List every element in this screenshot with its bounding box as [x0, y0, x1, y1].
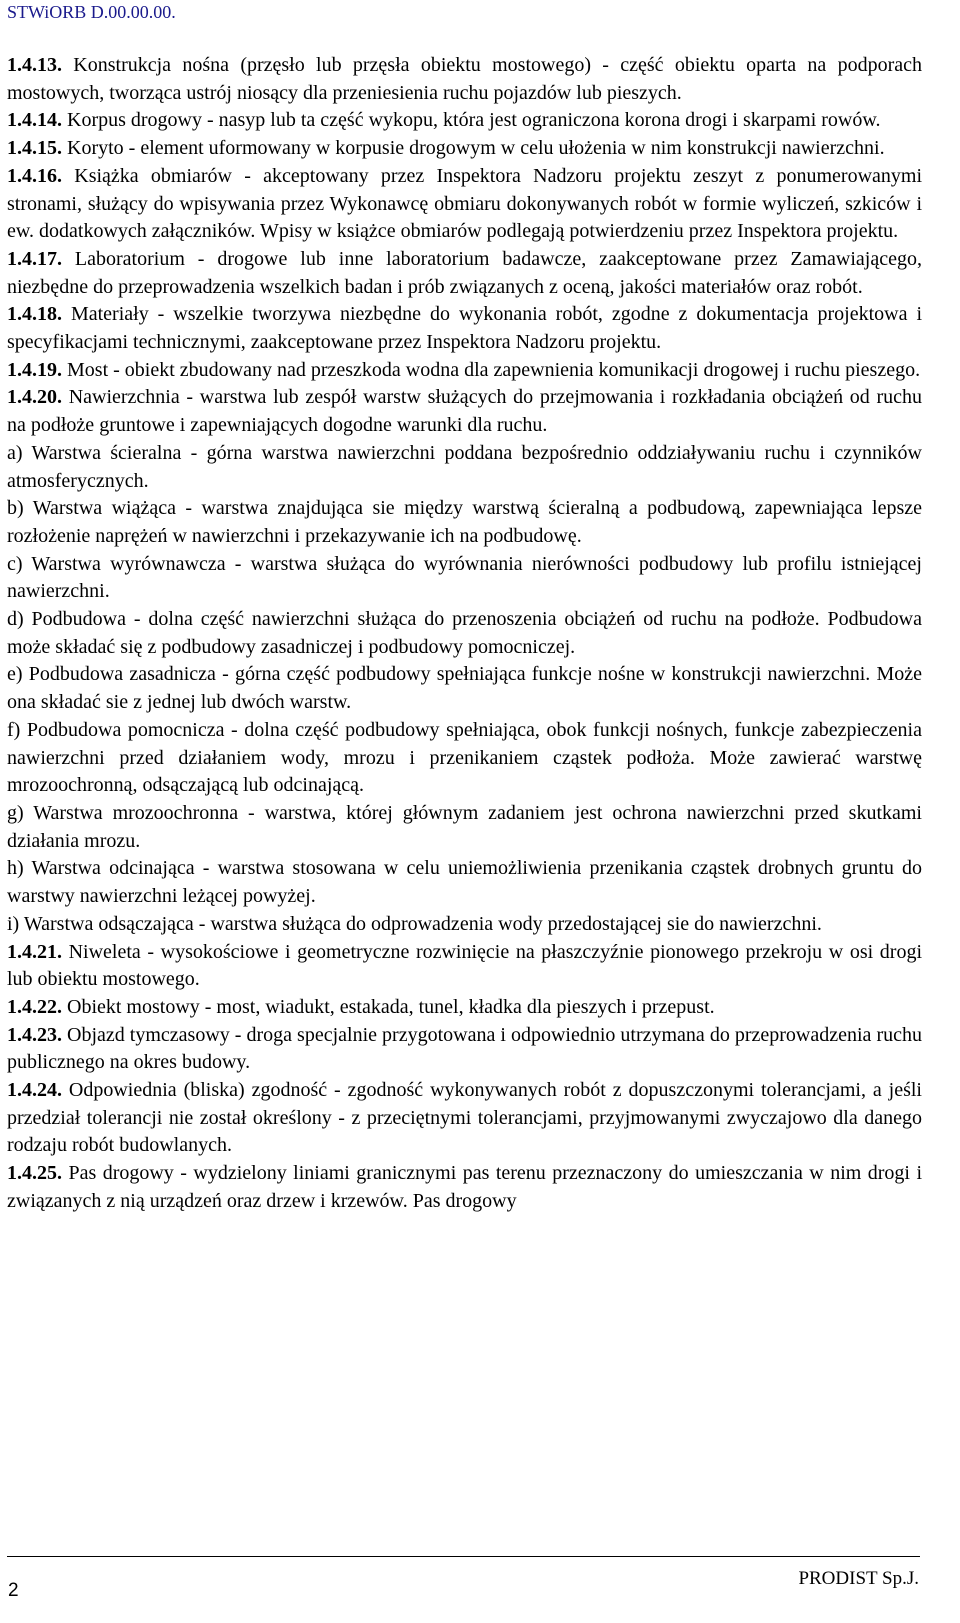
- definition-text: Materiały - wszelkie tworzywa niezbędne do wykonania robót, zgodne z dokumentacja projektowa i specyfikacjami technicznymi, zaakceptowane przez Inspektora Nadzoru projektu.: [7, 303, 922, 354]
- definition-paragraph: [7, 107, 922, 135]
- definition-number: 1.4.25.: [7, 1162, 62, 1185]
- definition-text: Koryto - element uformowany w korpusie drogowym w celu ułożenia w nim konstrukcji nawierzchni.: [62, 137, 885, 160]
- definition-paragraph: [7, 246, 922, 301]
- definition-text: Konstrukcja nośna (przęsło lub przęsła obiektu mostowego) - część obiektu oparta na podporach mostowych, tworząca ustrój niosący dla przeniesienia ruchu pojazdów lub pieszych.: [7, 54, 922, 104]
- definition-number: 1.4.14.: [7, 109, 62, 132]
- definition-paragraph: [7, 301, 922, 356]
- definition-paragraph: [7, 135, 922, 163]
- definition-paragraph: [7, 52, 922, 107]
- definition-text: h) Warstwa odcinająca - warstwa stosowana w celu uniemożliwienia przenikania cząstek drobnych gruntu do warstwy nawierzchni leżącej powyżej.: [7, 857, 922, 908]
- definition-number: 1.4.22.: [7, 995, 62, 1018]
- definition-text: e) Podbudowa zasadnicza - górna część podbudowy spełniająca funkcje nośne w konstrukcji nawierzchni. Może ona składać sie z jednej lub dwóch warstw.: [7, 663, 922, 714]
- definition-paragraph: [7, 1077, 922, 1160]
- layer-definition: [7, 606, 922, 661]
- definition-text: Pas drogowy - wydzielony liniami granicznymi pas terenu przeznaczony do umieszczania w nim drogi i związanych z nią urządzeń oraz drzew i krzewów. Pas drogowy: [7, 1162, 922, 1212]
- definition-number: 1.4.18.: [7, 303, 62, 326]
- definition-text: a) Warstwa ścieralna - górna warstwa nawierzchni poddana bezpośrednio oddziaływaniu ruchu i czynników atmosferycznych.: [7, 441, 922, 492]
- definition-text: f) Podbudowa pomocnicza - dolna część podbudowy spełniająca, obok funkcji nośnych, funkcje zabezpieczenia nawierzchni przed działaniem wody, mrozu i przenikaniem cząstek podłoża. Może zawierać warstwę mrozoochronną, odsączającą lub odcinającą.: [7, 718, 922, 797]
- definition-number: 1.4.21.: [7, 940, 62, 963]
- definition-number: 1.4.23.: [7, 1023, 62, 1046]
- definition-text: Most - obiekt zbudowany nad przeszkoda wodna dla zapewnienia komunikacji drogowej i ruchu pieszego.: [62, 358, 921, 381]
- page-number: 2: [8, 1580, 19, 1601]
- definition-number: 1.4.24.: [7, 1079, 62, 1102]
- footer-rule: [7, 1556, 920, 1557]
- document-body: [7, 52, 922, 1216]
- layer-definition: [7, 551, 922, 606]
- definition-number: 1.4.15.: [7, 137, 62, 160]
- definition-number: 1.4.20.: [7, 386, 62, 409]
- definition-paragraph: [7, 357, 922, 385]
- definition-text: i) Warstwa odsączająca - warstwa służąca do odprowadzenia wody przedostającej sie do nawierzchni.: [7, 912, 822, 935]
- definition-text: Odpowiednia (bliska) zgodność - zgodność wykonywanych robót z dopuszczonymi tolerancjami, a jeśli przedział tolerancji nie został określony - z przeciętnymi tolerancjami, przyjmowanymi zwyczajowo dla danego rodzaju robót budowlanych.: [7, 1079, 922, 1157]
- footer-company: PRODIST Sp.J.: [798, 1568, 919, 1589]
- definition-paragraph: [7, 1022, 922, 1077]
- definition-text: Nawierzchnia - warstwa lub zespół warstw służących do przejmowania i rozkładania obciążeń od ruchu na podłoże gruntowe i zapewniających dogodne warunki dla ruchu.: [7, 386, 922, 437]
- layer-definition: [7, 661, 922, 716]
- definition-paragraph: [7, 1160, 922, 1215]
- definition-text: g) Warstwa mrozoochronna - warstwa, której głównym zadaniem jest ochrona nawierzchni przed skutkami działania mrozu.: [7, 801, 922, 852]
- definition-text: c) Warstwa wyrównawcza - warstwa służąca do wyrównania nierówności podbudowy lub profilu istniejącej nawierzchni.: [7, 552, 922, 603]
- definition-number: 1.4.19.: [7, 358, 62, 381]
- definition-number: 1.4.13.: [7, 54, 62, 76]
- definition-number: 1.4.17.: [7, 247, 62, 270]
- definition-paragraph: [7, 994, 922, 1022]
- layer-definition: [7, 440, 922, 495]
- definition-paragraph: [7, 384, 922, 439]
- definition-text: Książka obmiarów - akceptowany przez Inspektora Nadzoru projektu zeszyt z ponumerowanymi stronami, służący do wpisywania przez Wykonawcę obmiaru dokonywanych robót w formie wyliczeń, szkiców i ew. dodatkowych załączników. Wpisy w książce obmiarów podlegają potwierdzeniu przez Inspektora projektu.: [7, 164, 922, 243]
- definition-text: b) Warstwa wiążąca - warstwa znajdująca sie między warstwą ścieralną a podbudową, zapewniająca lepsze rozłożenie naprężeń w nawierzchni i przekazywanie ich na podbudowę.: [7, 497, 922, 547]
- document-header: STWiORB D.00.00.00.: [7, 2, 176, 22]
- definition-text: Objazd tymczasowy - droga specjalnie przygotowana i odpowiednio utrzymana do przeprowadzenia ruchu publicznego na okres budowy.: [7, 1023, 922, 1074]
- definition-text: Korpus drogowy - nasyp lub ta część wykopu, która jest ograniczona korona drogi i skarpami rowów.: [62, 109, 881, 132]
- definition-text: Niweleta - wysokościowe i geometryczne rozwinięcie na płaszczyźnie pionowego przekroju w osi drogi lub obiektu mostowego.: [7, 940, 922, 991]
- layer-definition: [7, 855, 922, 910]
- layer-definition: [7, 717, 922, 800]
- layer-definition: [7, 800, 922, 855]
- definition-number: 1.4.16.: [7, 164, 62, 187]
- definition-text: Laboratorium - drogowe lub inne laboratorium badawcze, zaakceptowane przez Zamawiającego, niezbędne do przeprowadzenia wszelkich badan i prób związanych z oceną, jakości materiałów oraz robót.: [7, 247, 922, 298]
- layer-definition: [7, 495, 922, 550]
- definition-text: d) Podbudowa - dolna część nawierzchni służąca do przenoszenia obciążeń od ruchu na podłoże. Podbudowa może składać się z podbudowy zasadniczej i podbudowy pomocniczej.: [7, 608, 922, 658]
- definition-text: Obiekt mostowy - most, wiadukt, estakada, tunel, kładka dla pieszych i przepust.: [62, 995, 715, 1018]
- definition-paragraph: [7, 939, 922, 994]
- layer-definition: [7, 911, 922, 939]
- definition-paragraph: [7, 163, 922, 246]
